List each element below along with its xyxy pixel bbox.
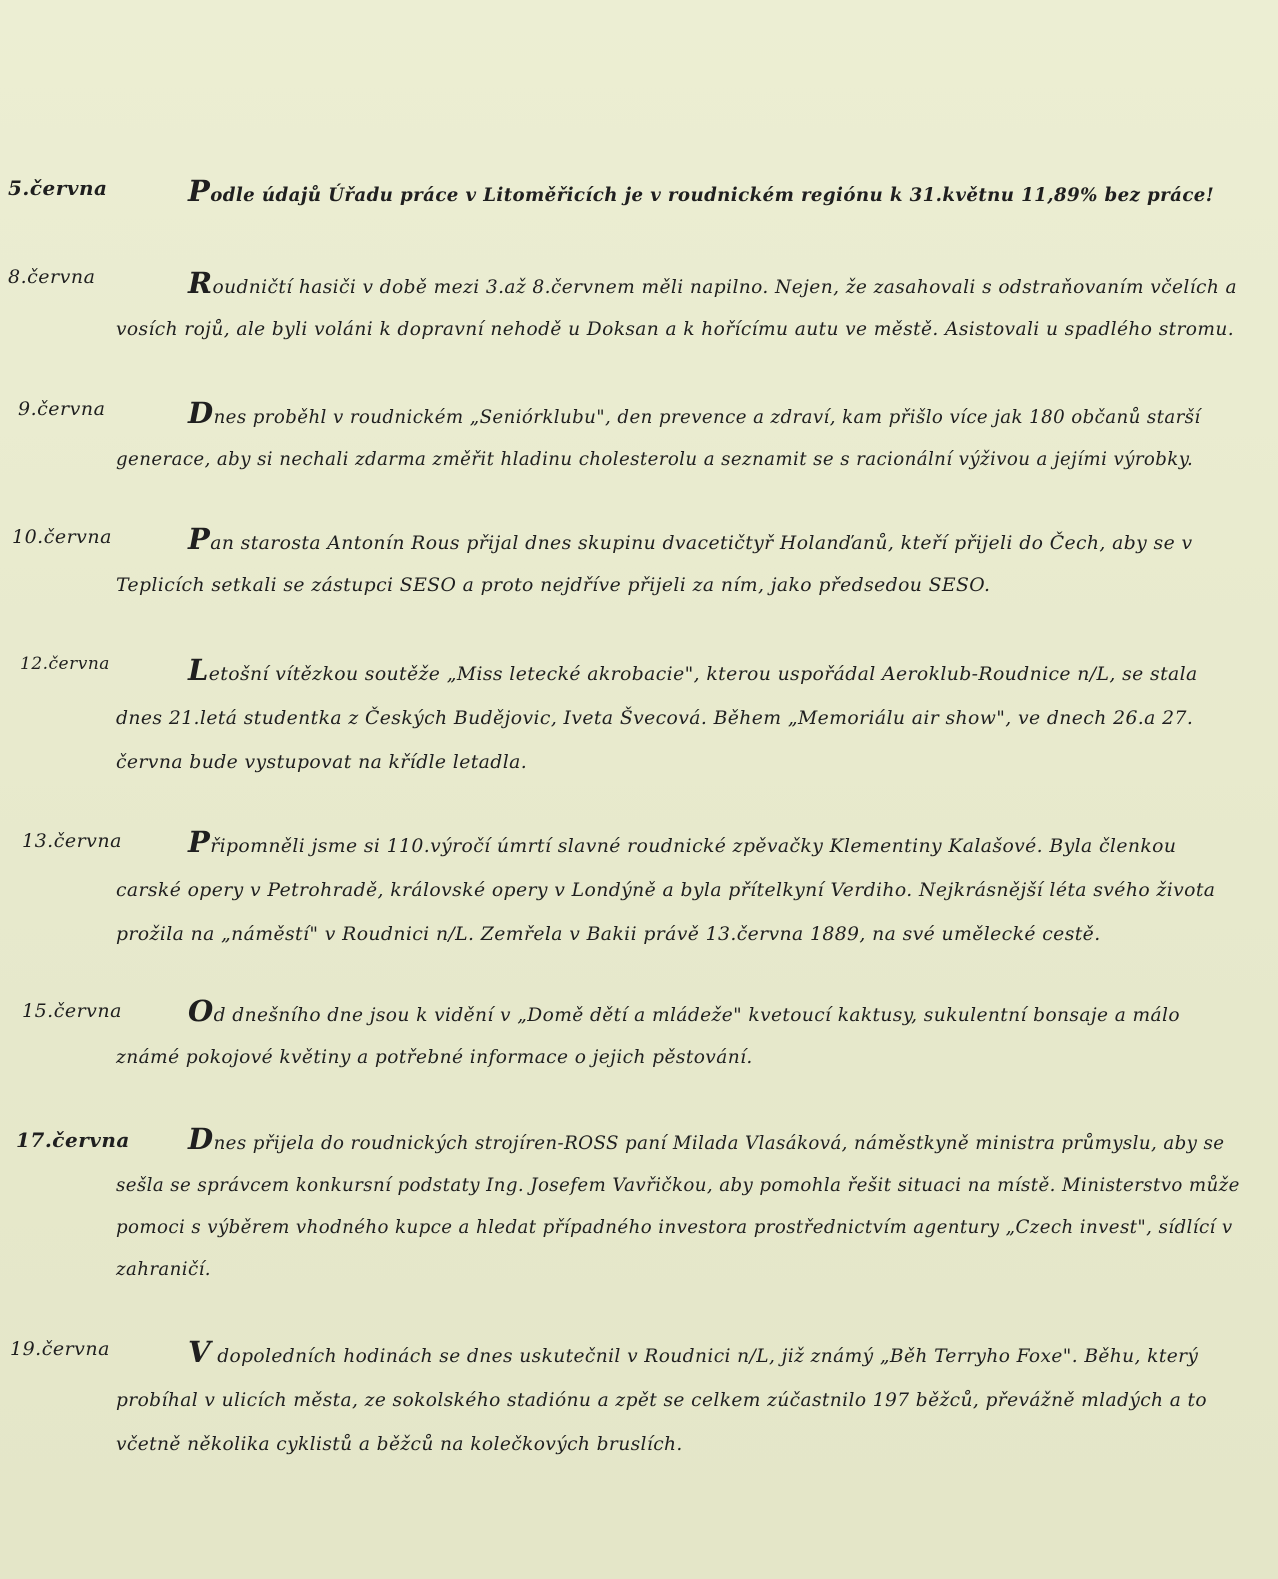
entry-date: 8.června <box>8 266 96 288</box>
entry-initial: P <box>188 825 211 859</box>
entry-initial: P <box>188 174 211 208</box>
entry-body: oudničtí hasiči v době mezi 3.až 8.červnem měli napilno. Nejen, že zasahovali s odstraňovaním včelích a vosích rojů, ale byli voláni k dopravní nehodě u Doksan a k hořícímu autu ve městě. Asistovali u spadlého stromu. <box>116 277 1238 340</box>
entry-body: nes přijela do roudnických strojíren-ROSS paní Milada Vlasáková, náměstkyně ministra průmyslu, aby se sešla se správcem konkursní podstaty Ing. Josefem Vavřičkou, aby pomohla řešit situaci na místě. Ministerstvo může pomoci s výběrem vhodného kupce a hledat případného investora prostřednictvím agentury „Czech invest", sídlící v zahraničí. <box>116 1133 1240 1280</box>
entry-body: řipomněli jsme si 110.výročí úmrtí slavné roudnické zpěvačky Klementiny Kalašové. Byla členkou carské opery v Petrohradě, královské opery v Londýně a byla přítelkyní Verdiho. Nejkrásnější léta svého života prožila na „náměstí" v Roudnici n/L. Zemřela v Bakii právě 13.června 1889, na své umělecké cestě. <box>116 836 1216 945</box>
entry-initial: L <box>188 653 209 687</box>
entry-initial: D <box>188 1122 214 1156</box>
entry-date: 13.června <box>22 830 122 852</box>
entry-text <box>116 392 1246 481</box>
entry-body: an starosta Antonín Rous přijal dnes skupinu dvacetičtyř Holanďanů, kteří přijeli do Čech, aby se v Teplicích setkali se zástupci SESO a proto nejdříve přijeli za ním, jako předsedou SESO. <box>116 533 1193 596</box>
entry-text <box>116 262 1246 351</box>
entry-date: 19.června <box>10 1338 110 1360</box>
entry-text <box>116 518 1246 607</box>
entry-body: etošní vítězkou soutěže „Miss letecké akrobacie", kterou uspořádal Aeroklub-Roudnice n/L, se stala dnes 21.letá studentka z Českých Budějovic, Iveta Švecová. Během „Memoriálu air show", ve dnech 26.a 27. června bude vystupovat na křídle letadla. <box>116 664 1198 773</box>
entry-body: d dnešního dne jsou k vidění v „Domě dětí a mládeže" kvetoucí kaktusy, sukulentní bonsaje a málo známé pokojové květiny a potřebné informace o jejich pěstování. <box>116 1005 1180 1068</box>
entry-text <box>116 1330 1246 1467</box>
entry-text <box>116 1118 1246 1291</box>
entry-initial: O <box>188 994 214 1028</box>
entry-date: 17.června <box>16 1128 130 1152</box>
entry-text <box>116 820 1246 957</box>
entry-body: odle údajů Úřadu práce v Litoměřicích je v roudnickém regiónu k 31.květnu 11,89% bez práce! <box>210 185 1215 206</box>
entry-initial: D <box>188 396 214 430</box>
entry-date: 10.června <box>12 526 112 548</box>
entry-body: nes proběhl v roudnickém „Seniórklubu", den prevence a zdraví, kam přišlo více jak 180 občanů starší generace, aby si nechali zdarma změřit hladinu cholesterolu a seznamit se s racionální výživou a jejími výrobky. <box>116 407 1201 470</box>
entry-date: 9.června <box>18 398 106 420</box>
entry-body: dopoledních hodinách se dnes uskutečnil v Roudnici n/L, již známý „Běh Terryho Foxe". Běhu, který probíhal v ulicích města, ze sokolského stadiónu a zpět se celkem zúčastnilo 197 běžců, převážně mladých a to včetně několika cyklistů a běžců na kolečkových bruslích. <box>116 1346 1207 1455</box>
entry-initial: V <box>188 1335 211 1369</box>
entry-date: 5.června <box>8 176 108 200</box>
entry-text <box>116 648 1246 785</box>
entry-text <box>116 170 1246 217</box>
entry-text <box>116 990 1246 1079</box>
entry-date: 15.června <box>22 1000 122 1022</box>
entry-date: 12.června <box>20 654 110 674</box>
entry-initial: R <box>188 266 213 300</box>
entry-initial: P <box>188 522 211 556</box>
